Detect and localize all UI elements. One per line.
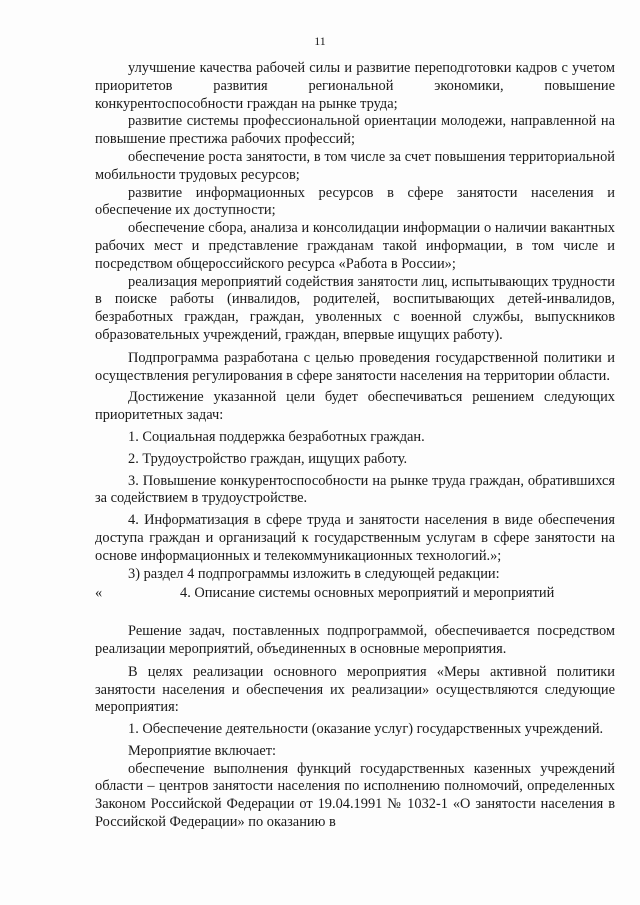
spacer: [95, 603, 615, 623]
list-item: 3. Повышение конкурентоспособности на рынке труда граждан, обратившихся за содействием в трудоустройстве.: [95, 472, 615, 507]
paragraph: 3) раздел 4 подпрограммы изложить в следующей редакции:: [128, 565, 500, 582]
list-item: 1. Социальная поддержка безработных граждан.: [128, 428, 425, 445]
paragraph: развитие системы профессиональной ориентации молодежи, направленной на повышение престижа рабочих профессий;: [95, 113, 615, 148]
paragraph: Достижение указанной цели будет обеспечиваться решением следующих приоритетных задач:: [95, 389, 615, 424]
list-item: 2. Трудоустройство граждан, ищущих работу.: [128, 450, 408, 467]
opening-quote: «: [95, 585, 103, 602]
paragraph: развитие информационных ресурсов в сфере занятости населения и обеспечение их доступности;: [95, 184, 615, 219]
paragraph: реализация мероприятий содействия занятости лиц, испытывающих трудности в поиске работы (инвалидов, родителей, воспитывающих детей-инвалидов, безработных граждан, граждан, уволенных с военной службы, выпускников образовательных учреждений, граждан, впервые ищущих работу).: [95, 273, 615, 343]
paragraph: улучшение качества рабочей силы и развитие переподготовки кадров с учетом приоритетов развития региональной экономики, повышение конкурентоспособности граждан на рынке труда;: [95, 60, 615, 112]
paragraph: Решение задач, поставленных подпрограммой, обеспечивается посредством реализации мероприятий, объединенных в основные мероприятия.: [95, 623, 615, 657]
page-number: 11: [314, 34, 326, 48]
section-heading-text: 4. Описание системы основных мероприятий и мероприятий: [180, 585, 555, 602]
paragraph: В целях реализации основного мероприятия «Меры активной политики занятости населения и обеспечения их реализации» осуществляются следующие мероприятия:: [95, 663, 615, 716]
paragraph: обеспечение роста занятости, в том числе за счет повышения территориальной мобильности трудовых ресурсов;: [95, 148, 615, 183]
paragraph: обеспечение выполнения функций государственных казенных учреждений области – центров занятости населения по исполнению полномочий, определенных Законом Российской Федерации от 19.04.1991 № 1032-1 «О занятости населения в Российской Федерации» по оказанию в: [95, 760, 615, 831]
paragraph: Подпрограмма разработана с целью проведения государственной политики и осуществления регулирования в сфере занятости населения на территории области.: [95, 349, 615, 384]
section-heading: [95, 585, 615, 603]
paragraph: Мероприятие включает:: [128, 742, 277, 759]
document-body: [95, 60, 615, 832]
paragraph: обеспечение сбора, анализа и консолидации информации о наличии вакантных рабочих мест и представление гражданам такой информации, в том числе и посредством общероссийского ресурса «Работа в России»;: [95, 220, 615, 272]
list-item: 4. Информатизация в сфере труда и занятости населения в виде обеспечения доступа граждан и организаций к государственным услугам в сфере занятости на основе информационных и телекоммуникационных технологий.»;: [95, 512, 615, 564]
list-item: 1. Обеспечение деятельности (оказание услуг) государственных учреждений.: [128, 721, 604, 738]
